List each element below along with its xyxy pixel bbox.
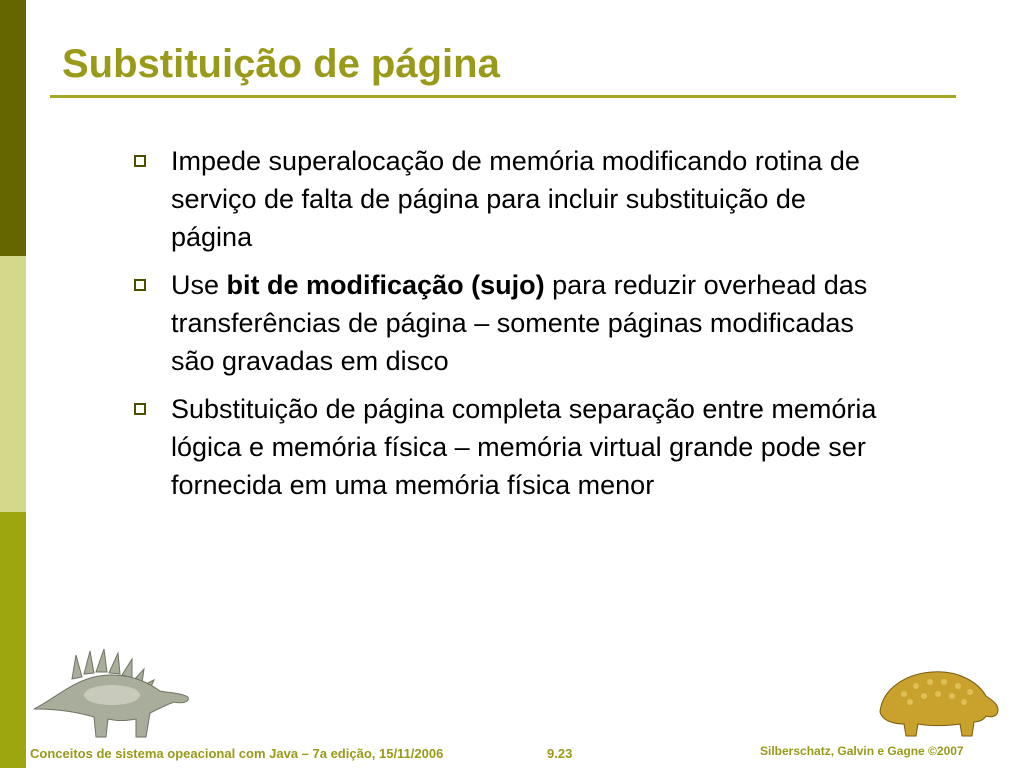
footer-copyright: Silberschatz, Galvin e Gagne ©2007 (760, 744, 964, 758)
left-band-dark (0, 0, 26, 256)
bullet-item (132, 266, 877, 380)
footer-book-info: Conceitos de sistema opeacional com Java – 7a edição, 15/11/2006 (30, 746, 444, 761)
bullet-text-after: para reduzir overhead das transferências de página – somente páginas modificadas são gravadas em disco (171, 270, 868, 376)
hollow-square-icon (134, 403, 146, 415)
ankylosaurus-illustration (874, 664, 1004, 739)
footer-page-number: 9.23 (547, 746, 573, 761)
title-underline (50, 95, 956, 98)
bullet-text: Substituição de página completa separação entre memória lógica e memória física – memória virtual grande pode ser fornecida em uma memória física menor (171, 394, 877, 500)
bullet-item (132, 390, 877, 504)
hollow-square-icon (134, 155, 146, 167)
bullet-text-bold: bit de modificação (sujo) (226, 270, 545, 300)
left-band-medium (0, 512, 26, 768)
bullet-list (132, 142, 877, 514)
slide-title: Substituição de página (62, 42, 500, 86)
bullet-text: Impede superalocação de memória modificando rotina de serviço de falta de página para incluir substituição de página (171, 146, 860, 252)
left-band-light (0, 256, 26, 512)
stegosaurus-illustration (32, 647, 192, 742)
bullet-item (132, 142, 877, 256)
hollow-square-icon (134, 279, 146, 291)
bullet-text-before: Use (171, 270, 227, 300)
